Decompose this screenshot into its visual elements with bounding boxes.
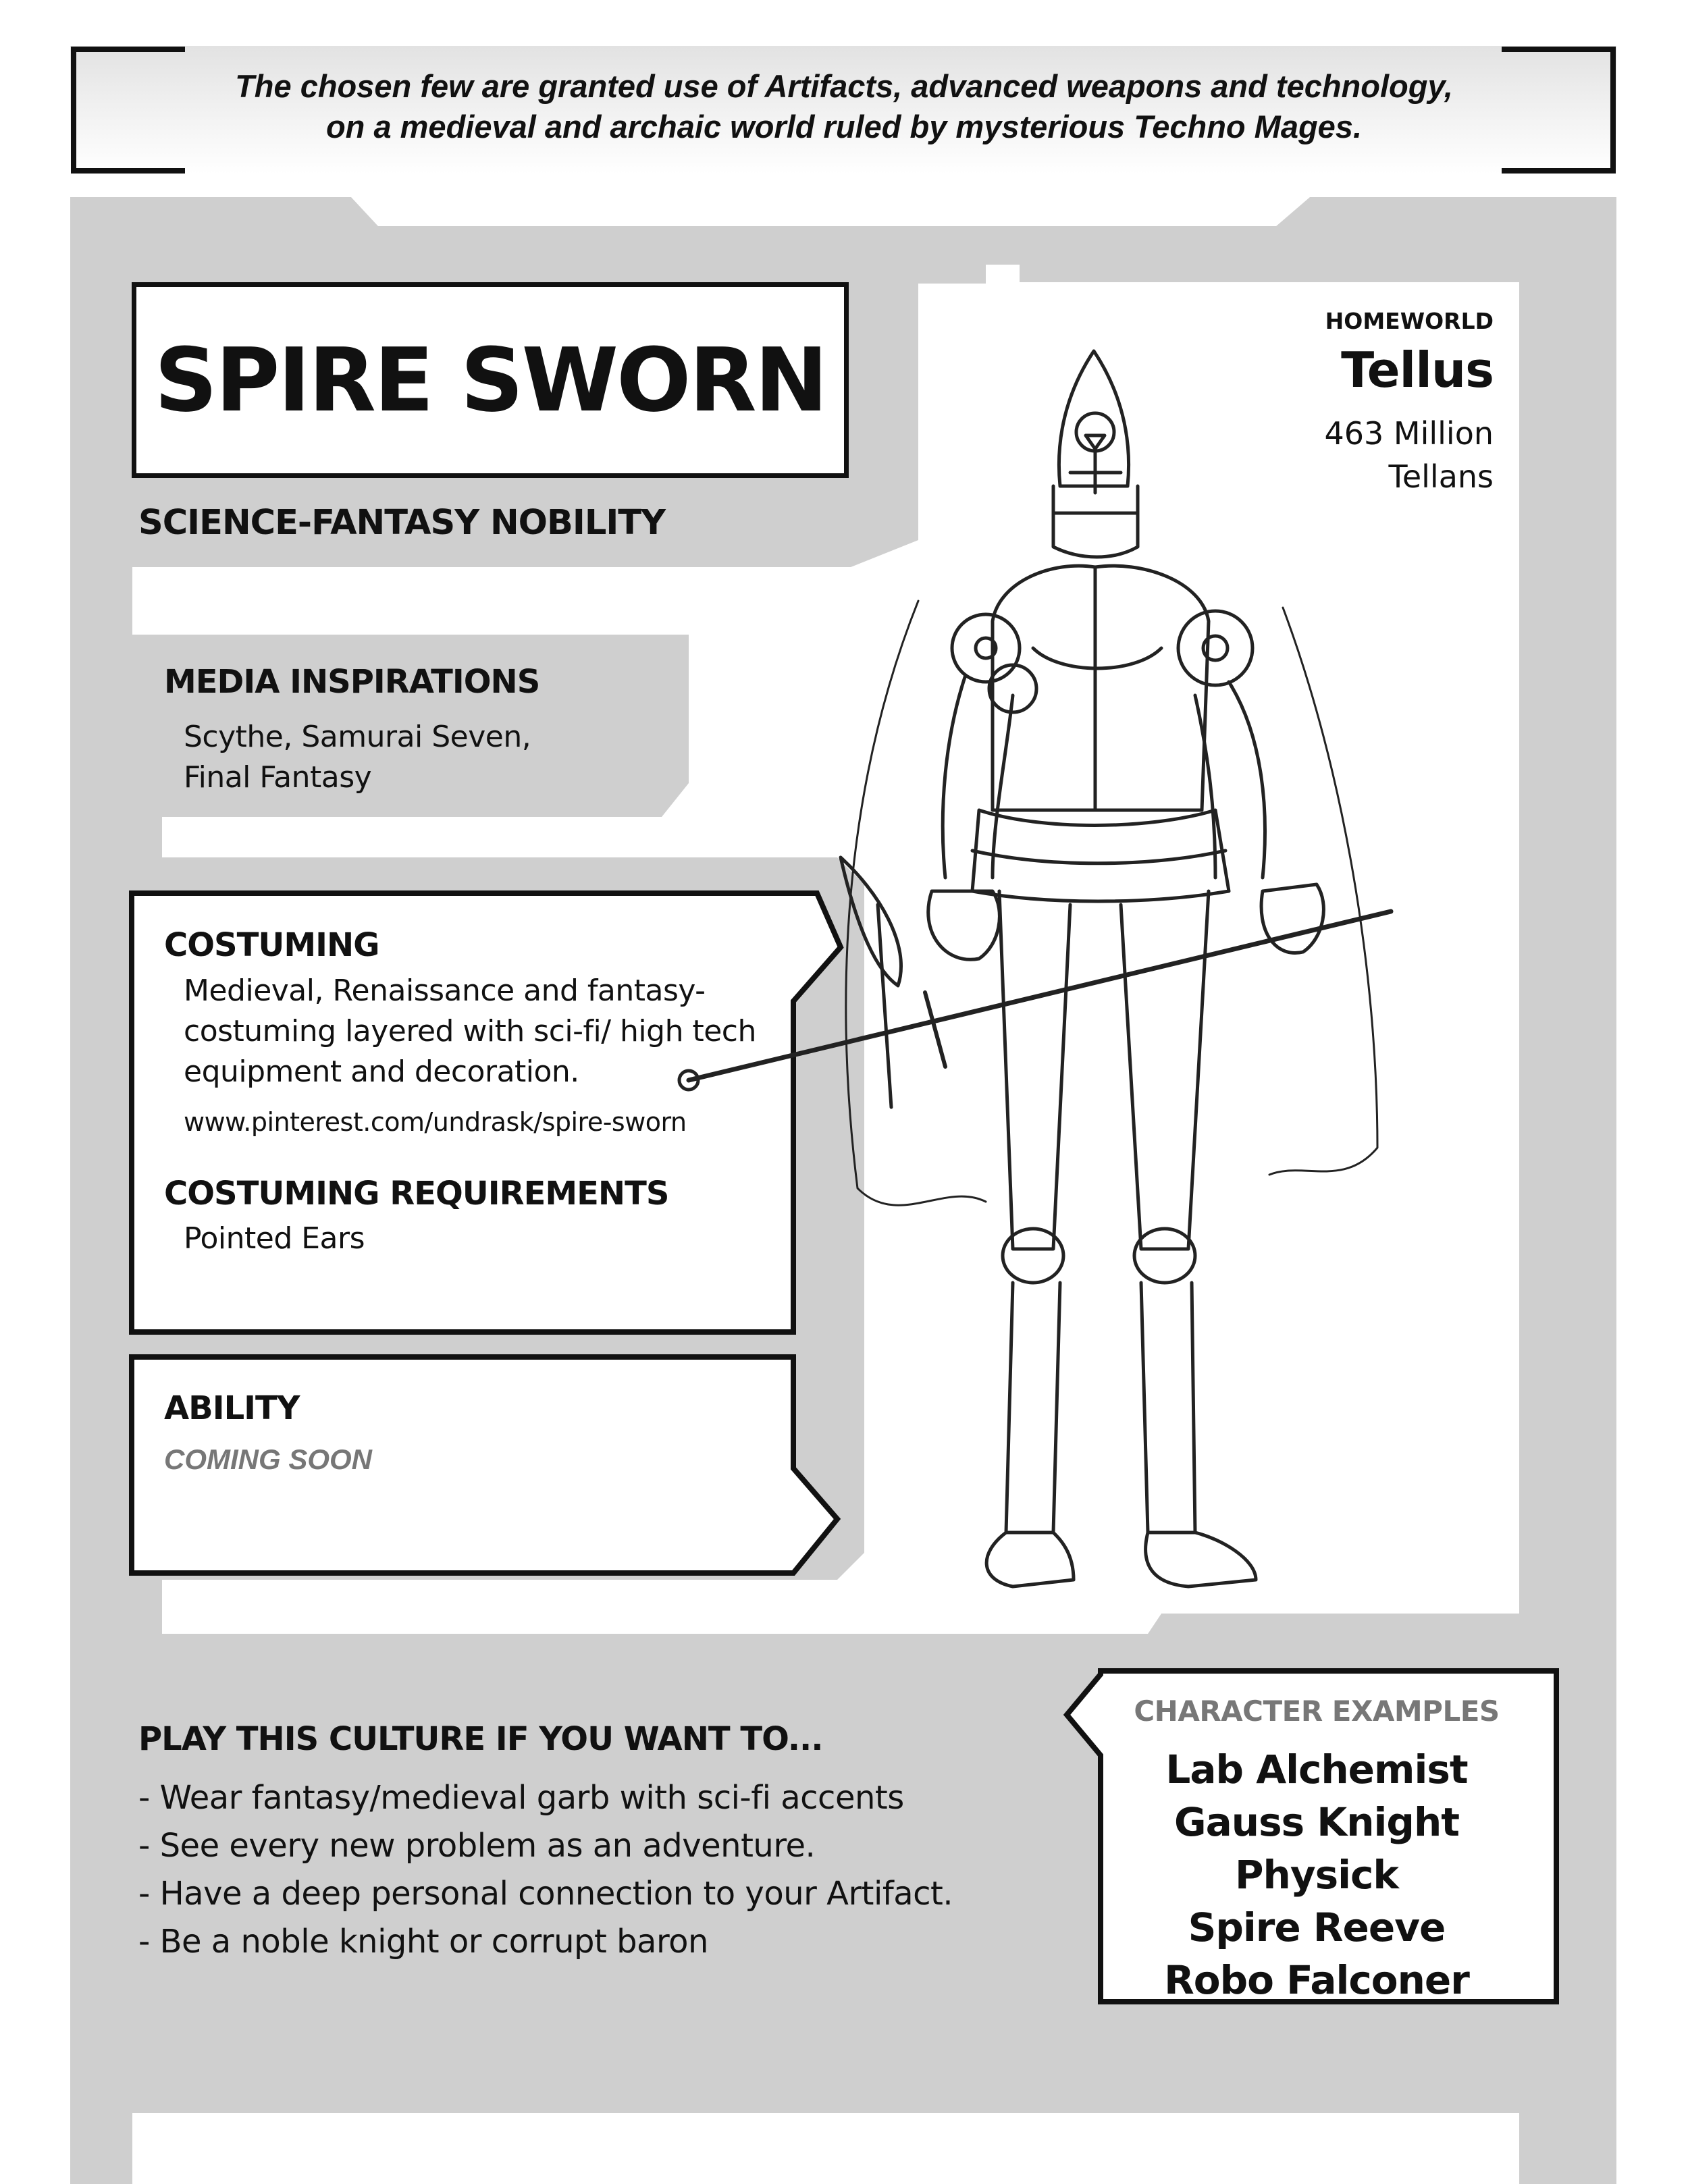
costuming-heading: COSTUMING <box>164 926 379 964</box>
page-title: SPIRE SWORN <box>154 329 826 431</box>
play-item: - Have a deep personal connection to your Artifact. <box>138 1875 953 1913</box>
population-line-2: Tellans <box>1388 458 1494 495</box>
knight-illustration <box>675 297 1492 1641</box>
character-examples-list <box>1121 1743 1512 2006</box>
costuming-requirements-value: Pointed Ears <box>184 1221 365 1256</box>
subtitle: SCIENCE-FANTASY NOBILITY <box>138 503 666 543</box>
homeworld-label: HOMEWORLD <box>1325 308 1494 334</box>
ability-heading: ABILITY <box>164 1389 300 1427</box>
costuming-line-2: costuming layered with sci-fi/ high tech <box>184 1014 756 1048</box>
media-text <box>184 717 531 798</box>
media-heading: MEDIA INSPIRATIONS <box>164 663 540 701</box>
banner-line-1: The chosen few are granted use of Artifacts, advanced weapons and technology, <box>235 68 1453 104</box>
population-line-1: 463 Million <box>1324 415 1494 452</box>
banner-line-2: on a medieval and archaic world ruled by mysterious Techno Mages. <box>325 109 1363 144</box>
character-example: Lab Alchemist <box>1165 1747 1468 1792</box>
costuming-requirements-heading: COSTUMING REQUIREMENTS <box>164 1175 669 1213</box>
costuming-text <box>184 971 756 1092</box>
ability-value: COMING SOON <box>164 1443 373 1475</box>
costuming-line-3: equipment and decoration. <box>184 1055 579 1089</box>
costuming-line-1: Medieval, Renaissance and fantasy- <box>184 974 706 1008</box>
play-heading: PLAY THIS CULTURE IF YOU WANT TO... <box>138 1720 823 1758</box>
character-examples-heading: CHARACTER EXAMPLES <box>1134 1695 1500 1728</box>
homeworld-name: Tellus <box>1341 342 1494 398</box>
play-item: - Wear fantasy/medieval garb with sci-fi accents <box>138 1779 904 1817</box>
character-example: Gauss Knight <box>1174 1799 1459 1845</box>
character-example: Robo Falconer <box>1164 1957 1469 2003</box>
media-line-1: Scythe, Samurai Seven, <box>184 720 531 754</box>
character-example: Spire Reeve <box>1188 1905 1446 1950</box>
play-list <box>138 1774 953 1966</box>
costuming-link[interactable]: www.pinterest.com/undrask/spire-sworn <box>184 1107 687 1137</box>
play-item: - Be a noble knight or corrupt baron <box>138 1923 708 1961</box>
character-example: Physick <box>1235 1852 1398 1898</box>
media-line-2: Final Fantasy <box>184 760 372 795</box>
play-item: - See every new problem as an adventure. <box>138 1827 816 1865</box>
